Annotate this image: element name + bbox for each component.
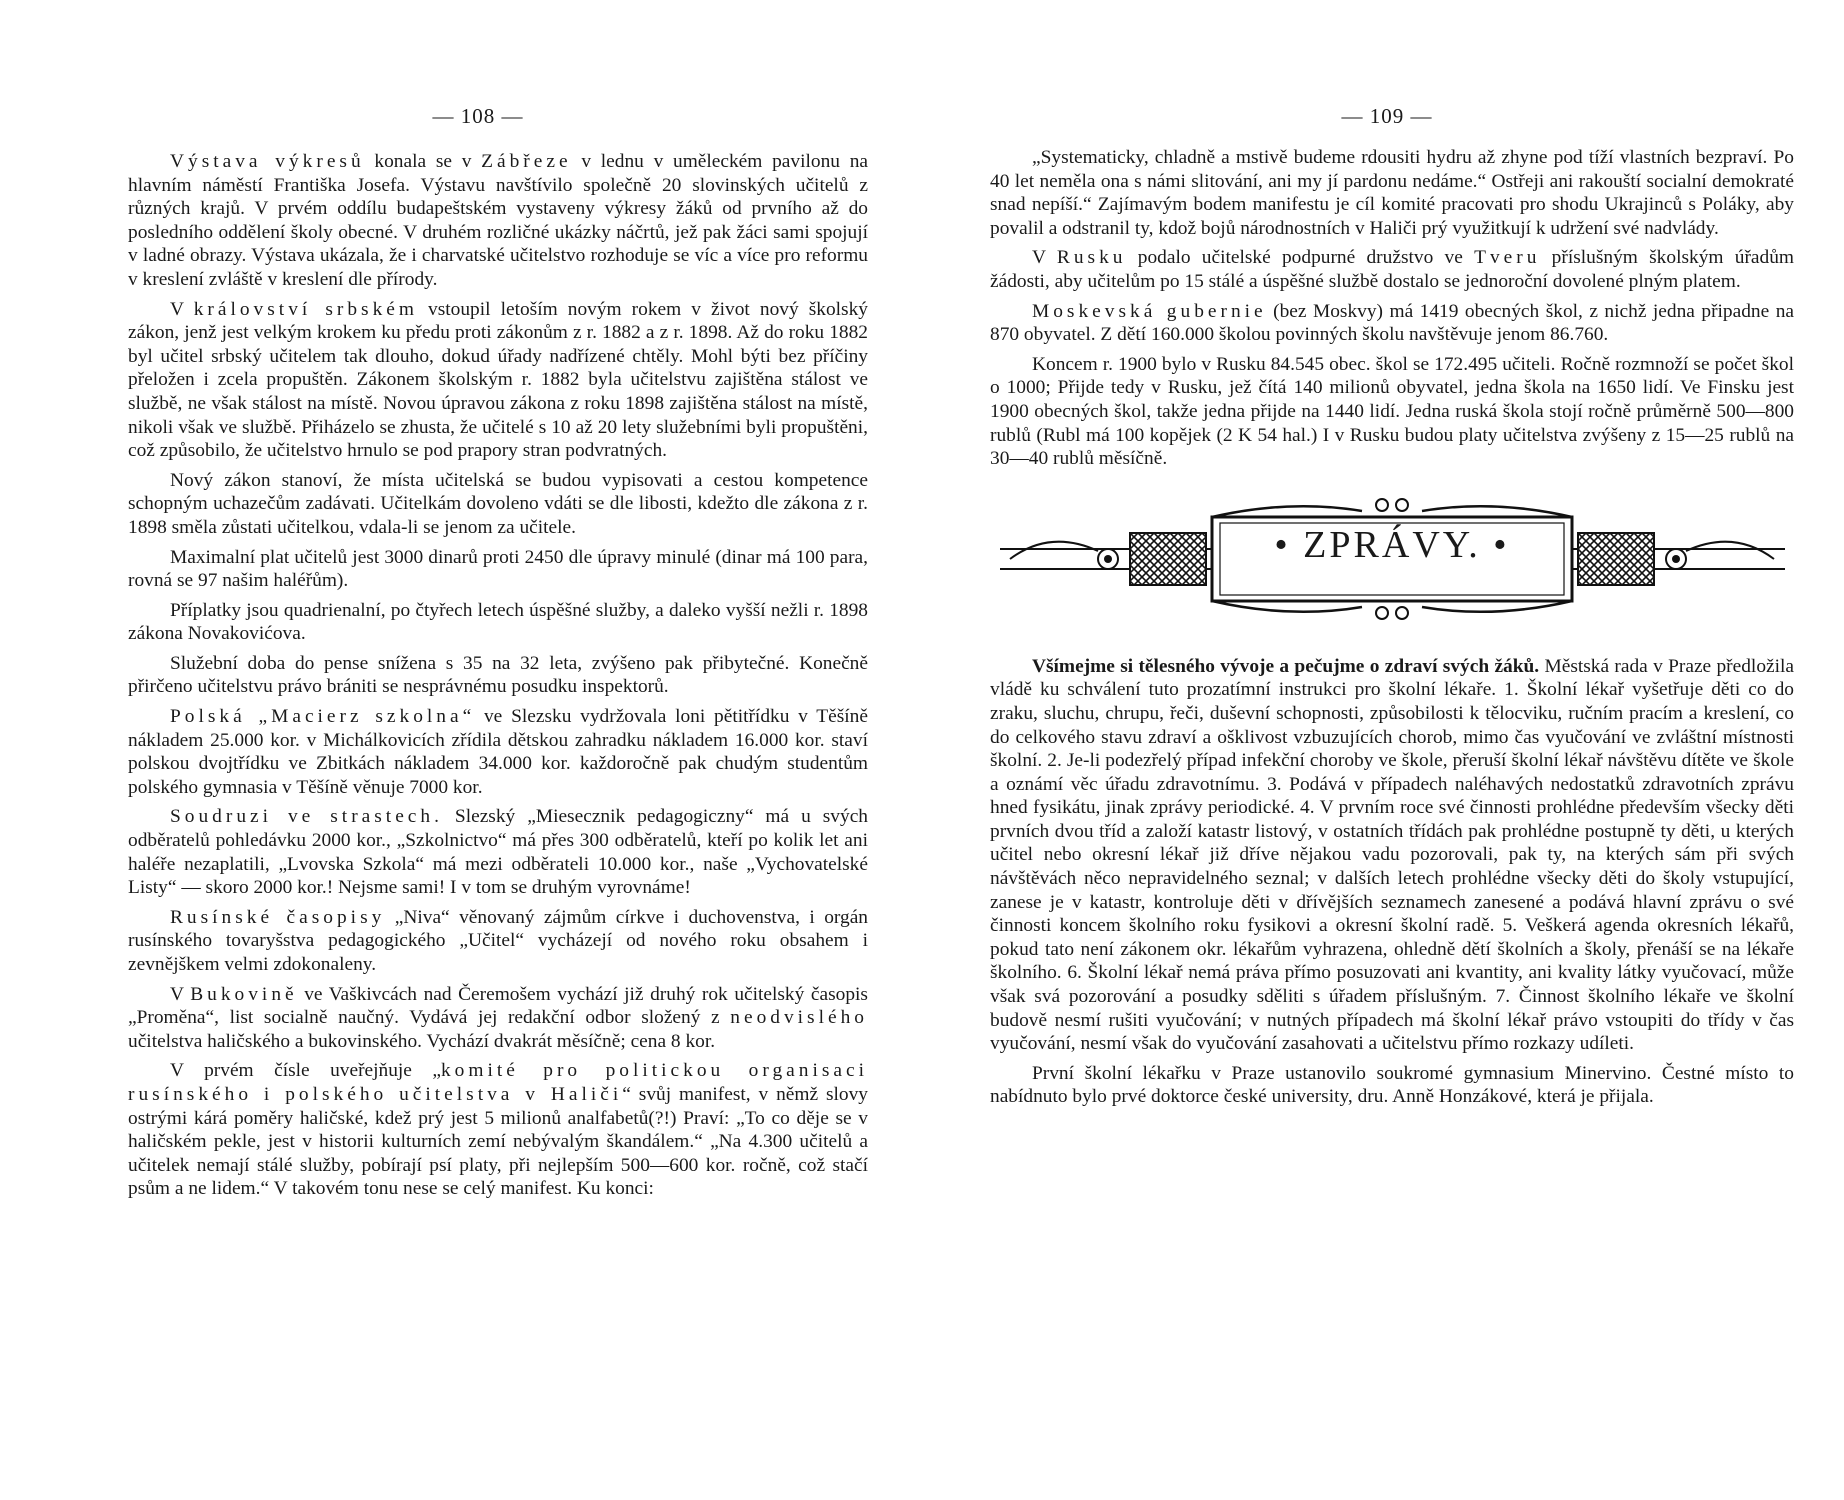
left-paragraph: [128, 906, 868, 977]
right-top-paragraphs: [990, 146, 1794, 471]
spaced-keyword: komité pro politickou organisaci rusínského i polského učitelstva v Haliči: [128, 1060, 868, 1105]
text-run: V: [170, 298, 194, 320]
text-run: učitelstva haličského a bukovinského. Vychází dvakrát měsíčně; cena 8 kor.: [128, 1030, 716, 1052]
zpravy-ornament-banner: [990, 489, 1794, 629]
right-paragraph: [990, 353, 1794, 471]
left-paragraph: [128, 1059, 868, 1201]
spaced-keyword: Moskevská gubernie: [1032, 300, 1267, 322]
right-paragraph: [990, 300, 1794, 347]
spaced-keyword: Polská „Macierz szkolna“: [170, 706, 476, 728]
left-paragraph: [128, 599, 868, 646]
left-paragraph: [128, 983, 868, 1054]
text-run: vstoupil letoším novým rokem v život nový školský zákon, jenž jest velkým krokem ku předu proti zákonům z r. 1882 a z r. 1898. Až do roku 1882 byl učitel srbský učitelem tak dlouho, dokud úřady nadřízené chtěly. Mohl býti bez příčiny přeložen i zcela propuštěn. Zákonem školským r. 1882 byla učitelstvu zajištěna stálost ve službě, ne však stálost na místě. Novou úpravou zákona z roku 1898 zajištěna stálost na místě, nikoli však ve službě. Přiházelo se zhusta, že učitelé s 10 až 20 lety služebními byli propuštěni, což způsobilo, že učitelstvo hrnulo se pod prapory stran podvratných.: [128, 298, 868, 462]
left-paragraph: [128, 805, 868, 899]
news-heading: Všímejme si tělesného vývoje a pečujme o zdraví svých žáků.: [1032, 655, 1540, 677]
text-run: Koncem r. 1900 bylo v Rusku 84.545 obec. škol se 172.495 učiteli. Ročně rozmnoží se počet škol o 1000; Přijde tedy v Rusku, jež čítá 140 milionů obyvatel, jedna škola na 1650 lidí. Ve Finsku jest 1900 obecných škol, takže jedna přijde na 1440 lidí. Jedna ruská škola stojí ročně průměrně 500—800 rublů (Rubl má 100 kopějek (2 K 54 hal.) I v Rusku budou platy učitelstva zvýšeny z 15—25 rublů na 30—40 rublů měsíčně.: [990, 353, 1794, 470]
spaced-keyword: neodvislého: [730, 1007, 868, 1029]
spaced-keyword: Výstava výkresů: [170, 151, 365, 172]
text-run: příslušným školským úřadům žádosti, aby učitelům po 15 stálé a úspěšné službě dostalo se jednoroční dovolené plným platem.: [990, 247, 1794, 292]
text-run: Služební doba do pense snížena s 35 na 32 leta, zvýšeno pak přibytečné. Konečně přirčeno učitelstvu právo brániti se nesprávnému posudku inspektorů.: [128, 652, 868, 698]
text-run: „Niva“ věnovaný zájmům církve i duchovenstva, i orgán rusínského tovaryšstva pedagogického „Učitel“ vycházejí od nového roku obsahem i zevnějškem velmi zdokonaleny.: [128, 906, 869, 975]
left-paragraph: [128, 150, 868, 292]
text-run: “ svůj manifest, v němž slovy ostrými kárá poměry haličské, kdež prý jest 5 milionů analfabetů(?!) Praví: „To co děje se v haličském pekle, jest v historii kulturních zemí nebývalým škandálem.“ „Na 4.300 učitelů a učitelek nemají stálé služby, pobírají psí platy, při nejlepším 500—600 kor. ročně, což stačí psům a ne lidem.“ V takovém tonu nese se celý manifest. Ku konci:: [128, 1083, 868, 1200]
text-run: Maximalní plat učitelů jest 3000 dinarů proti 2450 dle úpravy minulé (dinar má 100 para, rovná se 97 našim haléřům).: [128, 546, 868, 592]
text-run: ve Slezsku vydržovala loni pětitřídku v Těšíně nákladem 25.000 kor. v Michálkovicích zřídila dětskou zahradku nákladem 16.000 kor. staví polskou dvojtřídku ve Zbitkách nákladem 34.000 kor. každoročně pak chudým studentům polského gymnasia v Těšíně věnuje 7000 kor.: [128, 706, 868, 798]
spaced-keyword: království srbském: [193, 298, 418, 320]
left-paragraph: [128, 652, 868, 699]
spaced-keyword: Rusínské časopisy: [170, 906, 386, 928]
page-number-right: — 109 —: [1341, 104, 1433, 128]
text-run: v lednu v uměleckém pavilonu na hlavním náměstí Františka Josefa. Výstavu navštívilo společně 20 slovinských učitelů z různých krajů. V prvém oddílu budapeštském vystaveny výkresy žáků od prvního až do posledního oddělení školy obecné. V druhém rozličné ukázky náčrtů, jež pak žáci sami spojují v ladné obrazy. Výstava ukázala, že i charvatské učitelstvo rozhoduje se víc a více pro reformu v kreslení zvláště v kreslení dle přírody.: [128, 151, 868, 290]
text-run: Nový zákon stanoví, že místa učitelská se budou vypisovati a cestou kompetence schopným uchazečům zadávati. Učitelkám dovoleno vdáti se dle libosti, kdežto dle zákona z r. 1898 směla zůstati učitelkou, vdala-li se jenom za učitele.: [128, 469, 868, 538]
page-right: [990, 0, 1794, 1500]
left-paragraph: [128, 298, 868, 463]
text-run: V: [170, 983, 191, 1005]
left-paragraph: [128, 546, 868, 593]
spaced-keyword: Tveru: [1474, 247, 1541, 269]
page-number-left: — 108 —: [432, 104, 524, 128]
spaced-keyword: Bukovině: [190, 983, 298, 1005]
text-run: podalo učitelské podpurné družstvo ve: [1126, 247, 1475, 269]
text-run: ve Vaškivcách nad Čeremošem vychází již druhý rok učitelský časopis „Proměna“, list socialně naučný. Vydává jej redakční odbor složený z: [128, 983, 868, 1029]
last-paragraph: První školní lékařku v Praze ustanovilo soukromé gymnasium Minervino. Čestné místo to nabídnuto bylo prvé doktorce české university, dru. Anně Honzákové, která je přijala.: [990, 1062, 1794, 1108]
section-title-zpravy: • ZPRÁVY. •: [1274, 523, 1510, 566]
spaced-keyword: Soudruzi ve strastech.: [170, 806, 443, 828]
left-page-body: [128, 150, 868, 1207]
right-paragraph: [990, 146, 1794, 240]
text-run: Příplatky jsou quadrienalní, po čtyřech letech úspěšné služby, a daleko vyšší nežli r. 1898 zákona Novakovićova.: [128, 599, 868, 645]
text-run: V: [1032, 247, 1057, 269]
page-left: [128, 0, 868, 1500]
text-run: Slezský „Miesecznik pedagogiczny“ má u svých odběratelů pohledávku 2000 kor., „Szkolnictvo“ má přes 300 odběratelů, kteří po kolik let ani haléře nezaplatili, „Lvovska Szkola“ má mezi odběrateli 10.000 kor., naše „Vychovatelské Listy“ — skoro 2000 kor.! Nejsme sami! I v tom se druhým vyrovnáme!: [128, 806, 868, 899]
spaced-keyword: Rusku: [1056, 247, 1127, 269]
text-run: „Systematicky, chladně a mstivě budeme rdousiti hydru až zhyne pod tíží vlastních bezpraví. Po 40 let neměla ona s námi slitování, ani my jí pardonu nedáme.“ Ostřeji ani rakouští socialní demokraté snad nepíší.“ Zajímavým bodem manifestu je cíl komité pracovati pro shodu Ukrajinců s Poláky, aby povalil a odstranil ty, kdož bojů národnostních v Haliči prý využitkují k udržení své nadvlády.: [990, 147, 1794, 239]
news-text: Městská rada v Praze předložila vládě ku schválení tuto prozatímní instrukci pro školní lékaře. 1. Školní lékař vyšetřuje děti co do zraku, sluchu, chrupu, řeči, duševní schopnosti, způsobilosti k tělocviku, ručním pracím a kreslení, co do celkového stavu zdraví a ošklivost vzbuzujících chorob, mimo čas vyučování ve zvláštní místnosti školní. 2. Je-li podezřelý případ infekční choroby ve škole, přeruší školní lékař návštěvu dítěte ve škole a oznámí věc úřadu zdravotnímu. 3. Podává v případech naléhavých nedostatků zdravotních zprávu hned fysikátu, jinak zprávy periodické. 4. V prvním roce své činnosti prohlédne především všecky děti prvních dvou tříd a založí katastr listový, v ostatních třídách pak prohlédne postupně ty děti, u kterých učitel nebo okresní lékař již dříve nějakou vadu pozorovali, pak ty, na kterých sám při svých návštěvách něco nepravidelného seznal; v dalších letech prohlédne všecky děti do školy vstupující, zanese je v katastr, kontroluje děti v dřívějších seznamech zanesené a podává hlavní zprávu o své činnosti koncem školního roku fysikovi a okresní školní radě. 5. Veškerá agenda okresních lékařů, pokud tato není zákonem okr. lékařům vyhrazena, ohledně dětí školních a školy, přenáší se na lékaře školního. 6. Školní lékař nemá práva přímo posuzovati ani kvantity, ani kvality látky vyučovací, může však svá pozorování a posudky sděliti s úřadem příslušným. 7. Činnost školního lékaře ve školní budově nesmí rušiti vyučování; v nutných případech má školní lékař právo vstoupiti do třídy v čas vyučování, nesmí však do vyučování zasahovati a učitelstvu přímo rozkazy udíleti.: [990, 655, 1794, 1055]
left-paragraph: [128, 705, 868, 799]
text-run: (bez Moskvy) má 1419 obecných škol, z nichž jedna připadne na 870 obyvatel. Z dětí 160.000 školou povinných školu navštěvuje jenom 86.760.: [990, 300, 1794, 346]
text-run: V prvém čísle uveřejňuje „: [170, 1060, 441, 1082]
right-page-body: [990, 146, 1794, 1115]
text-run: konala se v: [364, 151, 482, 172]
right-paragraph: [990, 246, 1794, 293]
news-article: [990, 655, 1794, 1056]
spaced-keyword: Zábřeze: [481, 151, 572, 172]
left-paragraph: [128, 469, 868, 540]
